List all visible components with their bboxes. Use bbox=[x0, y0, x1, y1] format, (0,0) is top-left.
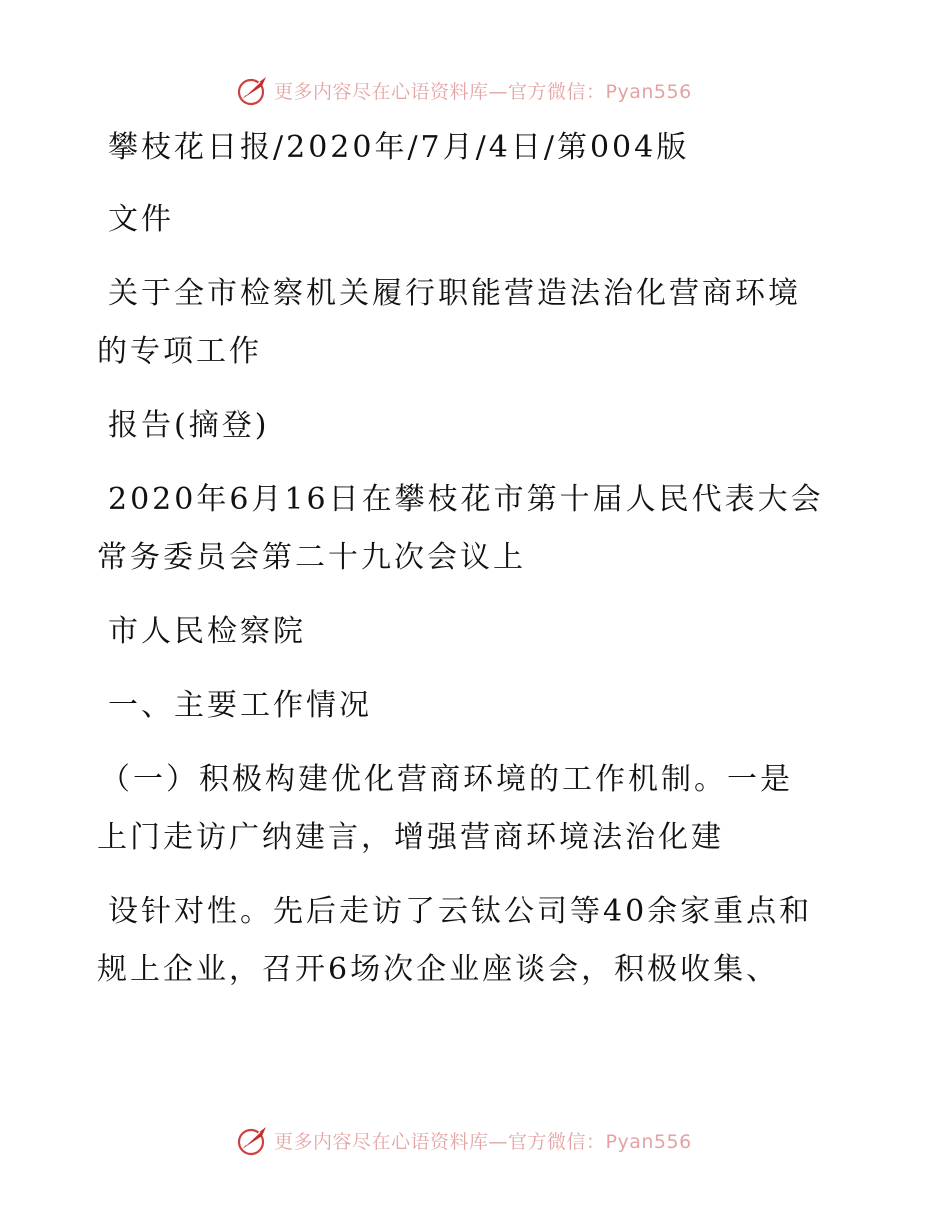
watermark-text: 更多内容尽在心语资料库—官方微信：Pyan556 bbox=[274, 1130, 692, 1153]
doc-line-title-1: 关于全市检察机关履行职能营造法治化营商环境 bbox=[108, 276, 801, 311]
watermark-header bbox=[236, 72, 692, 108]
doc-line-newspaper-source: 攀枝花日报/2020年/7月/4日/第004版 bbox=[108, 130, 690, 165]
doc-line-meeting-2: 常务委员会第二十九次会议上 bbox=[97, 540, 526, 575]
doc-line-body-3: 设针对性。先后走访了云钛公司等40余家重点和 bbox=[108, 894, 813, 929]
doc-line-meeting-1: 2020年6月16日在攀枝花市第十届人民代表大会 bbox=[108, 482, 824, 517]
doc-line-title-2: 的专项工作 bbox=[97, 334, 262, 369]
doc-line-category: 文件 bbox=[108, 202, 174, 237]
doc-line-subtitle: 报告(摘登) bbox=[108, 408, 270, 443]
watermark-footer bbox=[236, 1122, 692, 1158]
watermark-text: 更多内容尽在心语资料库—官方微信：Pyan556 bbox=[274, 80, 692, 103]
doc-line-body-1: （一）积极构建优化营商环境的工作机制。一是 bbox=[100, 762, 793, 797]
doc-line-body-4: 规上企业，召开6场次企业座谈会，积极收集、 bbox=[97, 952, 780, 987]
doc-line-section-heading: 一、主要工作情况 bbox=[108, 688, 372, 723]
doc-line-author: 市人民检察院 bbox=[108, 614, 306, 649]
quill-logo-icon bbox=[236, 73, 270, 107]
doc-line-body-2: 上门走访广纳建言，增强营商环境法治化建 bbox=[97, 820, 724, 855]
quill-logo-icon bbox=[236, 1123, 270, 1157]
